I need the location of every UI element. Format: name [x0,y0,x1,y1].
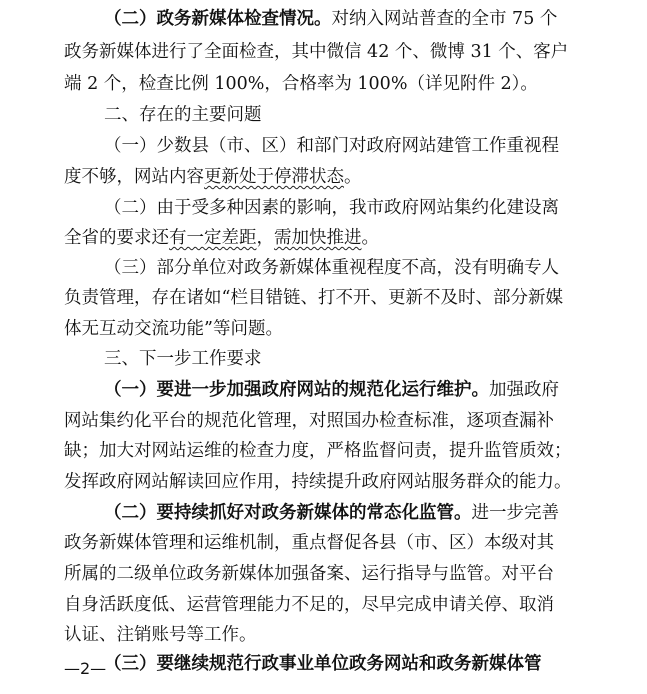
paragraph-line [64,563,607,585]
paragraph-line [64,318,607,340]
paragraph-line [104,135,647,157]
body-text: 对纳入网站普查的全市 75 个 [331,9,558,29]
body-text: （三）部分单位对政务新媒体重视程度不高，没有明确专人 [104,258,559,278]
wavy-underlined-text: 更新处于停滞状态 [204,167,344,187]
body-text: 缺；加大对网站运维的检查力度，严格监督问责，提升监管质效； [64,441,572,461]
bold-heading: 政务新媒体检查情况。 [156,9,332,29]
paragraph-line [64,227,607,249]
body-text: 。 [361,228,379,248]
body-text: 自身活跃度低、运营管理能力不足的，尽早完成申请关停、取消 [64,595,554,615]
paragraph-line [64,41,607,63]
paragraph-line [64,624,607,646]
paragraph-line [64,410,607,432]
body-text: 端 2 个，检查比例 100%，合格率为 100%（详见附件 2）。 [64,74,538,94]
body-text: 体无互动交流功能”等问题。 [64,319,283,339]
paragraph-line [64,287,607,309]
paragraph-line [104,379,647,401]
body-text: （一）少数县（市、区）和部门对政府网站建管工作重视程 [104,136,559,156]
body-text: 进一步完善 [471,503,559,523]
body-text: 发挥政府网站解读回应作用，持续提升政府网站服务群众的能力。 [64,472,572,492]
body-text: 度不够，网站内容 [64,167,204,187]
bold-heading: （三）要继续规范行政事业单位政务网站和政务新媒体管 [104,654,542,674]
paragraph-line [104,502,647,524]
body-text: 加强政府 [489,380,559,400]
body-text: 所属的二级单位政务新媒体加强备案、运行指导与监管。对平台 [64,564,554,584]
section-heading-text: 三、下一步工作要求 [104,349,262,369]
body-text: 认证、注销账号等工作。 [64,625,257,645]
paragraph-line [64,166,607,188]
section-heading [104,348,647,370]
paragraph-line [64,594,607,616]
paragraph-line [64,440,607,462]
paragraph-line [104,257,647,279]
wavy-underlined-text: 需加快推进 [274,228,362,248]
page-number: —2— [64,659,107,678]
bold-heading: （一）要进一步加强政府网站的规范化运行维护。 [104,380,489,400]
heading-prefix: （二） [104,9,157,29]
body-text: ， [256,228,274,248]
body-text: （二）由于受多种因素的影响，我市政府网站集约化建设离 [104,198,559,218]
body-text: 全省的要求还 [64,228,169,248]
body-text: 网站集约化平台的规范化管理，对照国办检查标准，逐项查漏补 [64,411,554,431]
paragraph-line [104,8,647,30]
body-text: 负责管理，存在诸如“栏目错链、打不开、更新不及时、部分新媒 [64,288,563,308]
body-text: 政务新媒体进行了全面检查，其中微信 42 个、微博 31 个、客户 [64,42,569,62]
paragraph-line [104,197,647,219]
paragraph-line [104,653,647,675]
body-text: 。 [344,167,362,187]
body-text: 政务新媒体管理和运维机制，重点督促各县（市、区）本级对其 [64,533,554,553]
section-heading [104,104,647,126]
wavy-underlined-text: 有一定差距 [169,228,257,248]
paragraph-line [64,471,607,493]
paragraph-line [64,73,607,95]
bold-heading: （二）要持续抓好对政务新媒体的常态化监管。 [104,503,472,523]
paragraph-line [64,532,607,554]
section-heading-text: 二、存在的主要问题 [104,105,262,125]
